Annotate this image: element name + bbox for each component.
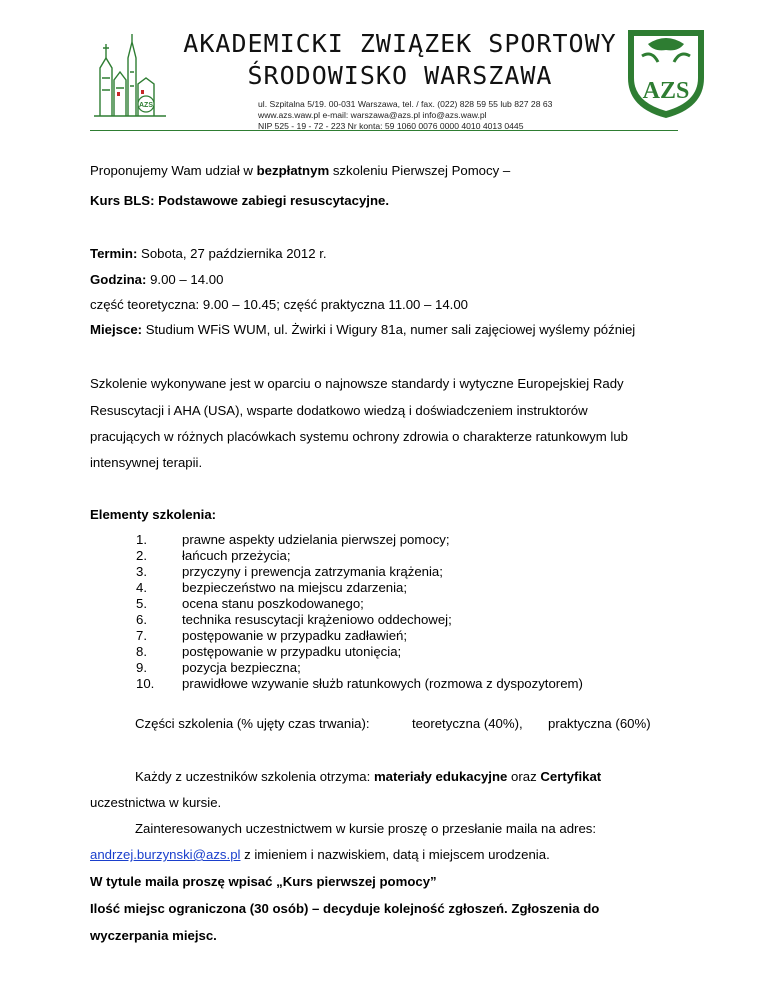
date-value: Sobota, 27 października 2012 r.	[137, 246, 327, 261]
place-row	[90, 322, 635, 338]
time-value: 9.00 – 14.00	[146, 272, 224, 287]
list-item-number: 3.	[136, 564, 147, 579]
azs-shield-logo	[622, 22, 710, 120]
parts-split-theory: teoretyczna (40%),	[412, 716, 523, 731]
date-label: Termin:	[90, 246, 138, 261]
list-item: bezpieczeństwo na miejscu zdarzenia;	[182, 580, 408, 595]
header-title-line1: AKADEMICKI ZWIĄZEK SPORTOWY	[183, 29, 617, 58]
place-label: Miejsce:	[90, 322, 143, 337]
warsaw-skyline-logo	[86, 28, 174, 120]
list-item: prawidłowe wzywanie służb ratunkowych (rozmowa z dyspozytorem)	[182, 676, 583, 691]
limit-line1: Ilość miejsc ograniczona (30 osób) – decyduje kolejność zgłoszeń. Zgłoszenia do	[90, 901, 600, 916]
certificate-prefix: Każdy z uczestników szkolenia otrzyma:	[135, 769, 374, 784]
description-line: Resuscytacji i AHA (USA), wsparte dodatkowo wiedzą i doświadczeniem instruktorów	[90, 403, 588, 418]
list-item: postępowanie w przypadku zadławień;	[182, 628, 408, 643]
list-item-number: 9.	[136, 660, 147, 675]
intro-bold-free: bezpłatnym	[256, 163, 330, 178]
list-item: pozycja bezpieczna;	[182, 660, 301, 675]
time-label: Godzina:	[90, 272, 147, 287]
right-logo-text: AZS	[642, 78, 690, 104]
certificate-line1	[135, 769, 601, 785]
list-item-number: 8.	[136, 644, 147, 659]
description-line: intensywnej terapii.	[90, 455, 203, 470]
list-item-number: 4.	[136, 580, 147, 595]
list-item-number: 1.	[136, 532, 147, 547]
list-item: łańcuch przeżycia;	[182, 548, 291, 563]
list-item: ocena stanu poszkodowanego;	[182, 596, 364, 611]
list-item: technika resuscytacji krążeniowo oddechowej;	[182, 612, 452, 627]
left-logo-text: AZS	[139, 102, 153, 109]
limit-line2: wyczerpania miejsc.	[90, 928, 217, 943]
header-web-line: www.azs.waw.pl e-mail: warszawa@azs.pl info@azs.waw.pl	[258, 110, 487, 120]
contact-line2	[90, 847, 550, 863]
parts-split-practice: praktyczna (60%)	[548, 716, 651, 731]
list-item-number: 7.	[136, 628, 147, 643]
header-divider	[90, 130, 678, 131]
certificate-materials: materiały edukacyjne	[373, 769, 508, 784]
parts-row: część teoretyczna: 9.00 – 10.45; część praktyczna 11.00 – 14.00	[90, 297, 469, 312]
intro-suffix: szkoleniu Pierwszej Pomocy –	[329, 163, 511, 178]
place-value: Studium WFiS WUM, ul. Żwirki i Wigury 81a, numer sali zajęciowej wyślemy później	[142, 322, 636, 337]
elements-heading: Elementy szkolenia:	[90, 507, 217, 522]
list-item-number: 6.	[136, 612, 147, 627]
list-item: postępowanie w przypadku utonięcia;	[182, 644, 402, 659]
list-item-number: 5.	[136, 596, 147, 611]
mail-subject-note: W tytule maila proszę wpisać „Kurs pierwszej pomocy”	[90, 874, 437, 889]
certificate-certificate: Certyfikat	[540, 769, 602, 784]
course-title: Kurs BLS: Podstawowe zabiegi resuscytacyjne.	[90, 193, 390, 208]
certificate-line2: uczestnictwa w kursie.	[90, 795, 222, 810]
list-item-number: 10.	[136, 676, 155, 691]
description-line: pracujących w różnych placówkach systemu ochrony zdrowia o charakterze ratunkowym lub	[90, 429, 628, 444]
certificate-middle: oraz	[507, 769, 541, 784]
intro-prefix: Proponujemy Wam udział w	[90, 163, 257, 178]
header-address: ul. Szpitalna 5/19. 00-031 Warszawa, tel. / fax. (022) 828 59 55 lub 827 28 63	[258, 99, 553, 109]
list-item: prawne aspekty udzielania pierwszej pomocy;	[182, 532, 450, 547]
header-title-line2: ŚRODOWISKO WARSZAWA	[247, 61, 553, 90]
email-link[interactable]: andrzej.burzynski@azs.pl	[90, 847, 241, 862]
intro-line1	[90, 163, 510, 179]
date-row	[90, 246, 327, 262]
parts-split-label: Części szkolenia (% ujęty czas trwania):	[135, 716, 370, 731]
list-item: przyczyny i prewencja zatrzymania krążenia;	[182, 564, 443, 579]
header-nip-line: NIP 525 - 19 - 72 - 223 Nr konta: 59 1060 0076 0000 4010 4013 0445	[258, 121, 524, 131]
list-item-number: 2.	[136, 548, 147, 563]
contact-suffix: z imieniem i nazwiskiem, datą i miejscem urodzenia.	[240, 847, 550, 862]
time-row	[90, 272, 223, 288]
contact-line1: Zainteresowanych uczestnictwem w kursie proszę o przesłanie maila na adres:	[135, 821, 597, 836]
description-line: Szkolenie wykonywane jest w oparciu o najnowsze standardy i wytyczne Europejskiej Rady	[90, 376, 624, 391]
